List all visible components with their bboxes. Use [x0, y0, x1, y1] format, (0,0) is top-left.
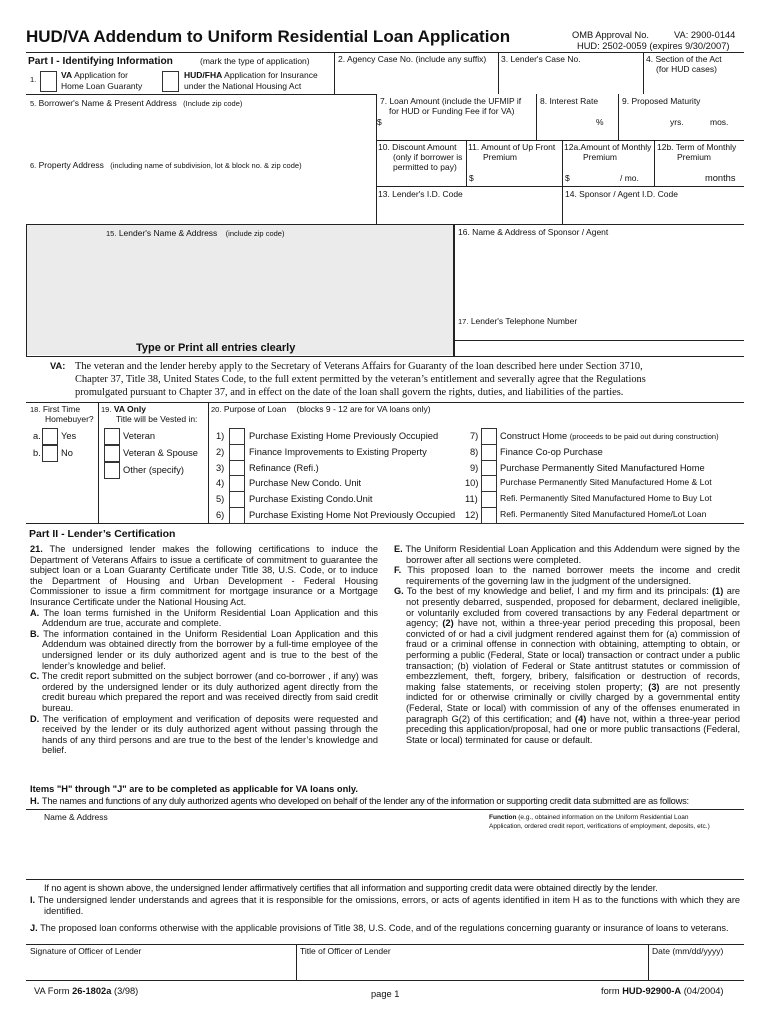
field7-label: 7. Loan Amount (include the UFMIP if [380, 96, 522, 106]
purpose-checkbox-11[interactable] [481, 491, 497, 508]
hud-form-number: form HUD-92900-A (04/2004) [601, 986, 724, 996]
field13-label: 13. Lender's I.D. Code [378, 189, 463, 199]
pC-text: The credit report submitted on the subject borrower (and co-borrower , if any) was ordered by the undersigned lender or its duly authorized agent directly from the credit bureau which prepared the report and was received directly from said credit bureau. [41, 671, 378, 713]
field6-label: 6. Property Address (including name of subdivision, lot & block no. & zip code) [30, 160, 302, 170]
vested-spouse-checkbox[interactable] [104, 445, 120, 462]
no-letter: b. [33, 448, 41, 458]
hud-application-label-2: under the National Housing Act [184, 81, 302, 91]
field4-label: 4. Section of the Act [646, 54, 722, 64]
field19-label-2: Title will be Vested in: [116, 414, 198, 424]
vested-other-checkbox[interactable] [104, 462, 120, 479]
date-label: Date (mm/dd/yyyy) [652, 946, 724, 956]
field12a-per-month: / mo. [620, 173, 639, 183]
purpose-checkbox-4[interactable] [229, 475, 245, 492]
purpose-checkbox-9[interactable] [481, 460, 497, 477]
first-time-yes-label: Yes [61, 431, 77, 441]
purpose-checkbox-5[interactable] [229, 491, 245, 508]
purpose-checkbox-3[interactable] [229, 460, 245, 477]
field10-label-3: permitted to pay) [393, 162, 457, 172]
field11-label-2: Premium [483, 152, 518, 162]
purpose-num-5: 5) [216, 494, 225, 505]
agent-entry-area[interactable] [30, 834, 740, 878]
va-statement-label: VA: [50, 361, 66, 371]
purpose-label-4: Purchase New Condo. Unit [249, 478, 362, 489]
va-statement-line1: The veteran and the lender hereby apply to the Secretary of Veterans Affairs for Guaranty of the loan described here under Section 3710, [75, 361, 643, 372]
officer-title-label: Title of Officer of Lender [300, 946, 391, 956]
purpose-label-5: Purchase Existing Condo.Unit [249, 494, 373, 505]
purpose-num-12: 12) [465, 510, 479, 520]
purpose-label-10: Purchase Permanently Sited Manufactured Home & Lot [500, 477, 712, 488]
purpose-label-1: Purchase Existing Home Previously Occupied [249, 431, 439, 441]
field8-percent: % [596, 117, 604, 127]
purpose-num-11: 11) [465, 494, 478, 505]
lender-box-shading [27, 225, 453, 355]
field4-label-2: (for HUD cases) [656, 64, 717, 74]
signature-label: Signature of Officer of Lender [30, 946, 142, 956]
first-time-yes-checkbox[interactable] [42, 428, 58, 445]
purpose-num-4: 4) [216, 478, 225, 489]
field16-label: 16. Name & Address of Sponsor / Agent [458, 227, 609, 237]
pB-text: The information contained in the Uniform Residential Loan Application and this Addendum was obtained directly from the borrower by a full-time employee of the undersigned lender or its duly authorized agent and is true to the best of the lender’s knowledge and belief. [42, 628, 378, 671]
purpose-label-7: Construct Home (proceeds to be paid out during construction) [500, 431, 719, 441]
vested-veteran-checkbox[interactable] [104, 428, 120, 445]
purpose-label-3: Refinance (Refi.) [249, 462, 319, 473]
va-omb-number: VA: 2900-0144 [674, 30, 736, 40]
va-application-label-2: Home Loan Guaranty [61, 81, 143, 91]
signature-field[interactable] [28, 958, 294, 978]
yes-letter: a. [33, 431, 41, 441]
field12b-label-2: Premium [677, 152, 712, 162]
function-label: Function (e.g., obtained information on the Uniform Residential Loan [489, 814, 689, 821]
purpose-num-9: 9) [470, 462, 479, 473]
field3-label: 3. Lender's Case No. [501, 54, 581, 64]
hud-application-label: HUD/FHA Application for Insurance [184, 70, 318, 80]
part1-title: Part I - Identifying Information [28, 56, 173, 67]
field20-label: 20. Purpose of Loan (blocks 9 - 12 are for VA loans only) [211, 404, 431, 414]
va-statement-line3: promulgated pursuant to Chapter 37, and in effect on the date of the loan shall govern the rights, duties, and liabilities of the parties. [75, 387, 624, 398]
field14-label: 14. Sponsor / Agent I.D. Code [565, 189, 678, 199]
field10-dollar: $ [469, 173, 474, 183]
field15-label: 15. Lender's Name & Address (include zip code) [106, 228, 285, 238]
part2-right-column: E. The Uniform Residential Loan Application and this Addendum were signed by the borrower after all sections were completed. F. This proposed loan to the named borrower meets the income and credit requirements of the governing law in the judgment of the undersigned. G. To the best of my knowledge and belief, I and my firm and its principals: (1) are not presently debarred, suspended, proposed for debarment, declared ineligible, or voluntarily excluded from covered transactions by any Federal department or agency; (2) have not, within a three-year period preceding this proposal, been convicted of or had a civil judgment rendered against them for (a) commission of fraud or a criminal offense in connection with obtaining, attempting to obtain, or performing a public (Federal, State or local) transaction or contract under a public transaction; (b) violation of Federal or State antitrust statutes or commission of embezzlement, theft, forgery, bribery, falsification or destruction of records, making false statements, or receiving stolen property; (3) are not presently indicted for or otherwise criminally or civilly charged by a governmental entity (Federal, State or local) with commission of any of the offenses enumerated in paragraph G(2) of this certification; and (4) have not, within a three-year period preceding this application/proposal, had one or more public transactions (Federal, State or local) terminated for cause or default. [394, 544, 741, 745]
item1-number: 1. [30, 75, 37, 84]
field11-label: 11. Amount of Up Front [468, 142, 556, 152]
field12a-label: 12a.Amount of Monthly [564, 142, 652, 152]
va-form-number: VA Form 26-1802a (3/98) [34, 986, 139, 996]
page-number: page 1 [371, 989, 400, 999]
purpose-label-6: Purchase Existing Home Not Previously Occupied [249, 510, 456, 520]
part1-title-note: (mark the type of application) [200, 56, 310, 66]
name-address-label: Name & Address [44, 812, 108, 822]
field9-months: mos. [710, 117, 729, 127]
field19-label: 19. VA Only [101, 404, 146, 414]
purpose-label-11: Refi. Permanently Sited Manufactured Home to Buy Lot [500, 493, 712, 504]
date-field[interactable] [650, 958, 742, 978]
purpose-label-9: Purchase Permanently Sited Manufactured Home [500, 462, 705, 473]
field8-label: 8. Interest Rate [540, 96, 599, 106]
field2-label: 2. Agency Case No. (include any suffix) [338, 54, 487, 64]
pI-paragraph: I. The undersigned lender understands and agrees that it is responsible for the omissions, errors, or acts of agents identified in item H as to the functions with which they are identified. [30, 895, 741, 916]
va-application-label: VA Application for [61, 70, 128, 80]
va-application-checkbox[interactable] [40, 71, 57, 92]
field17-label: 17. Lender's Telephone Number [458, 316, 578, 326]
pH-text: H. The names and functions of any duly authorized agents who developed on behalf of the lender any of the information or supporting credit data submitted are as follows: [30, 796, 689, 806]
part2-left-column: 21. The undersigned lender makes the following certifications to induce the Department of Veterans Affairs to issue a certificate of commitment to guarantee the subject loan or a Loan Guaranty Certificate under Title 38, U.S. Code, or to induce the Department of Housing and Urban Development - Federal Housing Commissioner to issue a firm commitment for mortgage insurance or a Mortgage Insurance Certificate under the National Housing Act. A. The loan terms furnished in the Uniform Residential Loan Application and this Addendum are true, accurate and complete. B. The information contained in the Uniform Residential Loan Application and this Addendum was obtained directly from the borrower by a full-time employee of the undersigned lender or its duly authorized agent and is true to the best of the lender’s knowledge and belief. C. The credit report submitted on the subject borrower (and co-borrower , if any) was ordered by the undersigned lender or its duly authorized agent directly from the credit bureau which prepared the report and was received directly from said credit bureau. D. The verification of employment and verification of deposits were requested and received by the lender or its duly authorized agent without passing through the hands of any third persons and are true to the best of the lender’s knowledge and belief. [30, 544, 378, 756]
pA-text: The loan terms furnished in the Uniform Residential Loan Application and this Addendum are true, accurate and complete. [42, 607, 378, 629]
field9-label: 9. Proposed Maturity [622, 96, 701, 106]
purpose-checkbox-8[interactable] [481, 444, 497, 461]
hj-note: Items "H" through "J" are to be completed as applicable for VA loans only. [30, 784, 358, 794]
purpose-num-10: 10) [465, 478, 479, 489]
field11-dollar: $ [565, 173, 570, 183]
pD-text: The verification of employment and verification of deposits were requested and received by the lender or its duly authorized agent without passing through the hands of any third persons and are true to the best of the lender’s knowledge and belief. [42, 713, 378, 756]
officer-title-field[interactable] [298, 958, 646, 978]
pJ-text: The proposed loan conforms otherwise with the applicable provisions of Title 38, U.S. Code, and of the regulations concerning guaranty or insurance of loans to veterans. [40, 923, 729, 933]
field12b-label: 12b. Term of Monthly [657, 142, 737, 152]
field9-years: yrs. [670, 117, 684, 127]
p21-text: The undersigned lender makes the following certifications to induce the Department of Veterans Affairs to issue a certificate of commitment to guarantee the subject loan or a Loan Guaranty Certificate under Title 38, U.S. Code, or to induce the Department of Housing and Urban Development - Federal Housing Commissioner to issue a firm commitment for mortgage insurance or a Mortgage Insurance Certificate under the National Housing Act. [30, 544, 378, 607]
form-title: HUD/VA Addendum to Uniform Residential Loan Application [26, 27, 511, 46]
pF-text: This proposed loan to the named borrower meets the income and credit requirements of the governing law in the judgment of the undersigned. [406, 565, 740, 586]
purpose-checkbox-10[interactable] [481, 475, 497, 492]
field10-label-2: (only if borrower is [393, 152, 463, 162]
purpose-num-6: 6) [216, 510, 225, 520]
purpose-label-12: Refi. Permanently Sited Manufactured Home/Lot Loan [500, 509, 707, 519]
purpose-num-3: 3) [216, 462, 225, 473]
purpose-checkbox-7[interactable] [481, 428, 497, 445]
vested-spouse-label: Veteran & Spouse [123, 448, 198, 458]
field18-label: 18. First Time [30, 404, 81, 414]
pI-pre-text: If no agent is shown above, the undersigned lender affirmatively certifies that all information and supporting credit data were obtained directly by the lender. [44, 883, 658, 893]
hud-application-checkbox[interactable] [162, 71, 179, 92]
part2-title: Part II - Lender’s Certification [29, 528, 176, 540]
field12b-months: months [705, 173, 736, 183]
field10-label: 10. Discount Amount [378, 142, 457, 152]
omb-label: OMB Approval No. [572, 30, 649, 40]
first-time-no-label: No [61, 448, 73, 458]
vested-other-label: Other (specify) [123, 465, 184, 475]
field18-label-2: Homebuyer? [45, 414, 94, 424]
pJ-paragraph: J. The proposed loan conforms otherwise with the applicable provisions of Title 38, U.S. Code, and of the regulations concerning guaranty or insurance of loans to veterans. [30, 923, 729, 933]
purpose-checkbox-6[interactable] [229, 507, 245, 524]
purpose-num-2: 2) [216, 446, 225, 457]
field5-label: 5. Borrower's Name & Present Address (Include zip code) [30, 98, 243, 108]
purpose-label-8: Finance Co-op Purchase [500, 446, 603, 457]
type-print-note: Type or Print all entries clearly [136, 342, 296, 354]
purpose-label-2: Finance Improvements to Existing Property [249, 446, 427, 457]
purpose-checkbox-1[interactable] [229, 428, 245, 445]
purpose-checkbox-2[interactable] [229, 444, 245, 461]
purpose-num-7: 7) [470, 431, 479, 441]
purpose-checkbox-12[interactable] [481, 507, 497, 524]
hud-omb-number: HUD: 2502-0059 (expires 9/30/2007) [577, 41, 730, 51]
field12a-label-2: Premium [583, 152, 618, 162]
field7-label-2: for HUD or Funding Fee if for VA) [389, 106, 515, 116]
purpose-num-1: 1) [216, 431, 225, 441]
function-note-2: Application, ordered credit report, verifications of employment, deposits, etc.) [489, 823, 710, 830]
p21-number: 21. [30, 544, 43, 554]
purpose-num-8: 8) [470, 446, 479, 457]
va-statement-line2: Chapter 37, Title 38, United States Code, to the full extent permitted by the veteran’s entitlement and severally agree that the Regulations [75, 374, 646, 385]
field7-dollar: $ [377, 117, 382, 127]
pE-text: The Uniform Residential Loan Application and this Addendum were signed by the borrower after all sections were completed. [405, 544, 741, 565]
first-time-no-checkbox[interactable] [42, 445, 58, 462]
vested-veteran-label: Veteran [123, 431, 156, 441]
pI-text: The undersigned lender understands and agrees that it is responsible for the omissions, errors, or acts of agents identified in item H as to the functions with which they are identified. [37, 895, 741, 916]
